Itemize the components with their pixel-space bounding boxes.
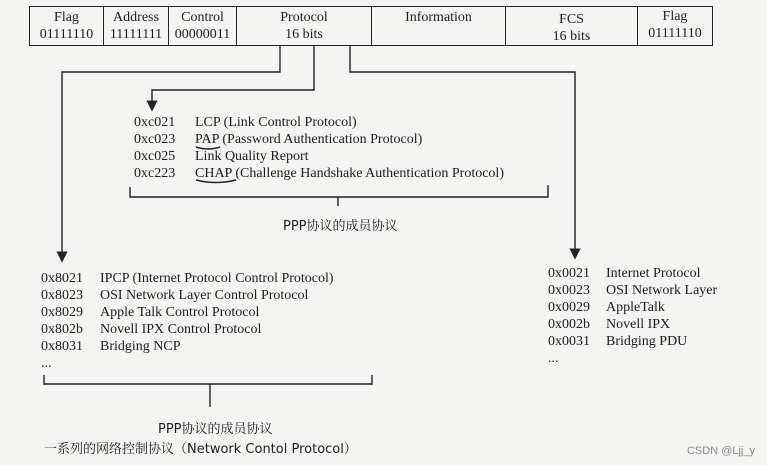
ncp-caption-line1: PPP协议的成员协议 (158, 422, 273, 437)
protocol-code: 0x802b (41, 322, 83, 337)
protocol-name: Bridging PDU (606, 334, 688, 349)
list-item (41, 321, 334, 338)
network-protocol-list (548, 265, 717, 367)
list-item (41, 270, 334, 287)
field-name: Flag (662, 9, 688, 24)
lcp-caption: PPP协议的成员协议 (283, 219, 398, 234)
field-value: 01111110 (39, 27, 94, 42)
field-name: Control (181, 10, 224, 25)
protocol-code: 0xc025 (134, 149, 176, 164)
lcp-protocol-list (134, 114, 504, 182)
protocol-name: Internet Protocol (606, 266, 701, 281)
protocol-name: Novell IPX Control Protocol (100, 322, 262, 337)
list-item (41, 287, 334, 304)
brace-ncp (44, 375, 372, 384)
list-item (134, 114, 504, 131)
protocol-name: CHAP (Challenge Handshake Authentication Protocol) (195, 166, 504, 181)
protocol-name: LCP (Link Control Protocol) (195, 115, 357, 130)
protocol-code: 0x0031 (548, 334, 590, 349)
field-value: 00000011 (174, 27, 231, 42)
protocol-code: 0x8021 (41, 271, 83, 286)
protocol-name: Novell IPX (606, 317, 671, 332)
protocol-code: 0x8029 (41, 305, 83, 320)
protocol-code: 0x0021 (548, 266, 590, 281)
protocol-code: 0x0023 (548, 283, 590, 298)
ncp-caption-line2: 一系列的网络控制协议（Network Contol Protocol） (44, 442, 357, 457)
field-value: 16 bits (552, 29, 591, 44)
field-name: FCS (559, 12, 584, 27)
field-value: 16 bits (285, 27, 323, 42)
field-name: Flag (54, 10, 79, 25)
protocol-name: Link Quality Report (195, 149, 309, 164)
list-ellipsis: ... (41, 356, 52, 371)
list-item (134, 131, 504, 148)
protocol-name: Bridging NCP (100, 339, 181, 354)
list-ellipsis: ... (548, 351, 559, 366)
field-name: Protocol (280, 10, 328, 25)
list-item (134, 165, 504, 182)
protocol-code: 0xc223 (134, 166, 176, 181)
watermark: CSDN @Ljj_y (686, 445, 755, 457)
protocol-name: PAP (Password Authentication Protocol) (195, 132, 423, 147)
protocol-code: 0x0029 (548, 300, 590, 315)
list-item (41, 304, 334, 321)
ncp-protocol-list (41, 270, 334, 372)
protocol-code: 0xc023 (134, 132, 176, 147)
list-item (548, 282, 717, 299)
field-value: 11111111 (109, 27, 163, 42)
protocol-code: 0x8023 (41, 288, 83, 303)
protocol-code: 0xc021 (134, 115, 176, 130)
brace-lcp (130, 185, 548, 197)
list-item (548, 333, 717, 350)
arrow-to-lcp (152, 46, 314, 106)
list-item (548, 265, 717, 282)
list-item (134, 148, 504, 165)
protocol-name: OSI Network Layer Control Protocol (100, 288, 309, 303)
protocol-name: AppleTalk (606, 300, 665, 315)
protocol-name: Apple Talk Control Protocol (100, 305, 260, 320)
field-value: 01111110 (648, 26, 702, 41)
list-item (548, 299, 717, 316)
list-item (41, 338, 334, 355)
protocol-name: IPCP (Internet Protocol Control Protocol) (100, 271, 334, 286)
field-name: Address (113, 10, 159, 25)
protocol-code: 0x002b (548, 317, 590, 332)
protocol-name: OSI Network Layer (606, 283, 718, 298)
list-item (548, 316, 717, 333)
field-name: Information (405, 10, 472, 25)
protocol-code: 0x8031 (41, 339, 83, 354)
